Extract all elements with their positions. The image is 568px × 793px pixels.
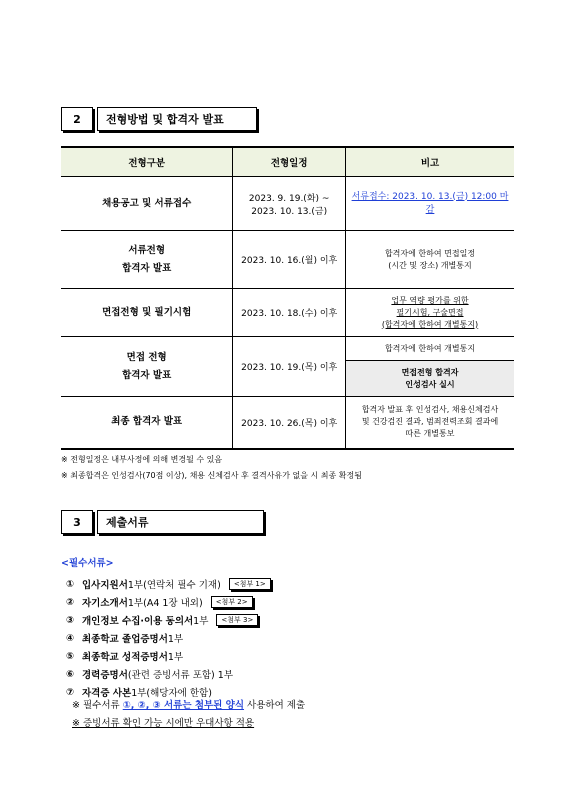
note-line: 및 건강검진 결과, 범죄전력조회 결과에 <box>361 417 499 427</box>
date-cell: 2023. 10. 26.(목) 이후 <box>233 397 346 449</box>
note-line: 업무 역량 평가를 위한 <box>391 295 469 305</box>
note-line: 필기시험, 구술면접 <box>396 307 464 317</box>
note-line: 인성검사 실시 <box>405 379 455 389</box>
table-row <box>61 337 514 361</box>
note-cell <box>346 231 514 289</box>
attachment-badge: <첨부 1> <box>229 578 271 590</box>
list-item <box>66 647 271 665</box>
doc-detail: 1부 <box>193 616 209 627</box>
note-line: 합격자에 한하여 면접일정 <box>384 248 476 258</box>
doc-name: 최종학교 졸업증명서 <box>82 634 168 645</box>
list-item <box>66 629 271 647</box>
required-docs-title: <필수서류> <box>61 558 114 569</box>
doc-name: 자격증 사본 <box>82 688 132 699</box>
item-number: ⑤ <box>66 650 75 662</box>
stage-line: 합격자 발표 <box>122 262 172 274</box>
doc-name: 최종학교 성적증명서 <box>82 652 168 663</box>
doc-name: 자기소개서 <box>82 598 128 609</box>
note-line: (시간 및 장소) 개별통지 <box>388 260 472 270</box>
note-prefix: ※ 필수서류 <box>72 700 123 711</box>
schedule-table <box>61 146 514 450</box>
list-item <box>66 611 271 629</box>
section-number: 3 <box>61 510 93 534</box>
column-header: 비고 <box>346 147 514 177</box>
stage-cell <box>61 231 233 289</box>
item-number: ② <box>66 596 75 608</box>
note-cell <box>346 289 514 337</box>
list-item <box>66 575 271 593</box>
doc-detail: 1부(연락처 필수 기재) <box>127 580 221 591</box>
schedule-notes <box>61 452 362 484</box>
item-number: ⑦ <box>66 686 75 698</box>
doc-name: 경력증명서 <box>82 670 128 681</box>
doc-name: 입사지원서 <box>82 580 128 591</box>
table-header-row <box>61 147 514 177</box>
section-3-header <box>61 510 264 534</box>
note-cell-highlight <box>346 361 514 397</box>
required-docs-list <box>66 575 271 701</box>
date-cell: 2023. 10. 19.(목) 이후 <box>233 337 346 397</box>
note-cell <box>346 177 514 231</box>
stage-cell <box>61 337 233 397</box>
note-suffix: 사용하여 제출 <box>244 700 306 711</box>
note-cell <box>346 397 514 449</box>
list-item <box>66 593 271 611</box>
item-number: ③ <box>66 614 75 626</box>
section-title: 제출서류 <box>97 510 264 534</box>
list-item <box>66 665 271 683</box>
table-row <box>61 177 514 231</box>
required-docs-note <box>72 697 305 711</box>
note-emphasis: ①, ②, ③ 서류는 첨부된 양식 <box>122 700 245 711</box>
doc-detail: 1부 <box>167 652 184 663</box>
doc-detail: (관련 증빙서류 포함) 1부 <box>127 670 234 681</box>
deadline-note: 서류접수: 2023. 10. 13.(금) 12:00 마감 <box>351 191 509 215</box>
doc-name: 개인정보 수집·이용 동의서 <box>82 616 194 627</box>
stage-line: 서류전형 <box>128 244 166 256</box>
attachment-badge: <첨부 3> <box>216 614 258 626</box>
note-line: 면접전형 합격자 <box>401 367 459 377</box>
section-number: 2 <box>61 107 93 131</box>
stage-cell: 채용공고 및 서류접수 <box>61 177 233 231</box>
table-row <box>61 231 514 289</box>
stage-line: 합격자 발표 <box>122 369 172 381</box>
column-header: 전형구분 <box>61 147 233 177</box>
doc-detail: 1부 <box>167 634 184 645</box>
note-text: ※ 최종합격은 인성검사(70점 이상), 채용 신체검사 후 결격사유가 없을 시 최종 확정됨 <box>61 471 362 480</box>
note-line: 합격자 발표 후 인성검사, 채용신체검사 <box>361 405 499 415</box>
column-header: 전형일정 <box>233 147 346 177</box>
table-row <box>61 397 514 449</box>
stage-line: 면접 전형 <box>126 351 167 363</box>
date-cell: 2023. 10. 18.(수) 이후 <box>233 289 346 337</box>
note-cell: 합격자에 한하여 개별통지 <box>346 337 514 361</box>
section-title: 전형방법 및 합격자 발표 <box>97 107 257 131</box>
note-line: 따른 개별통보 <box>405 429 455 439</box>
date-cell: 2023. 10. 16.(월) 이후 <box>233 231 346 289</box>
attachment-badge: <첨부 2> <box>211 596 253 608</box>
note-text: ※ 전형일정은 내부사정에 의해 변경될 수 있음 <box>61 455 223 464</box>
stage-cell: 최종 합격자 발표 <box>61 397 233 449</box>
date-cell: 2023. 9. 19.(화) ~ 2023. 10. 13.(금) <box>233 177 346 231</box>
item-number: ④ <box>66 632 75 644</box>
doc-detail: 1부(A4 1장 내외) <box>127 598 203 609</box>
doc-detail: 1부(해당자에 한함) <box>131 688 212 699</box>
preference-note: ※ 증빙서류 확인 가능 시에만 우대사항 적용 <box>72 718 255 729</box>
table-row <box>61 289 514 337</box>
note-line: (합격자에 한하여 개별통지) <box>381 319 479 329</box>
item-number: ⑥ <box>66 668 75 680</box>
section-2-header <box>61 107 257 131</box>
stage-cell: 면접전형 및 필기시험 <box>61 289 233 337</box>
item-number: ① <box>66 578 75 590</box>
